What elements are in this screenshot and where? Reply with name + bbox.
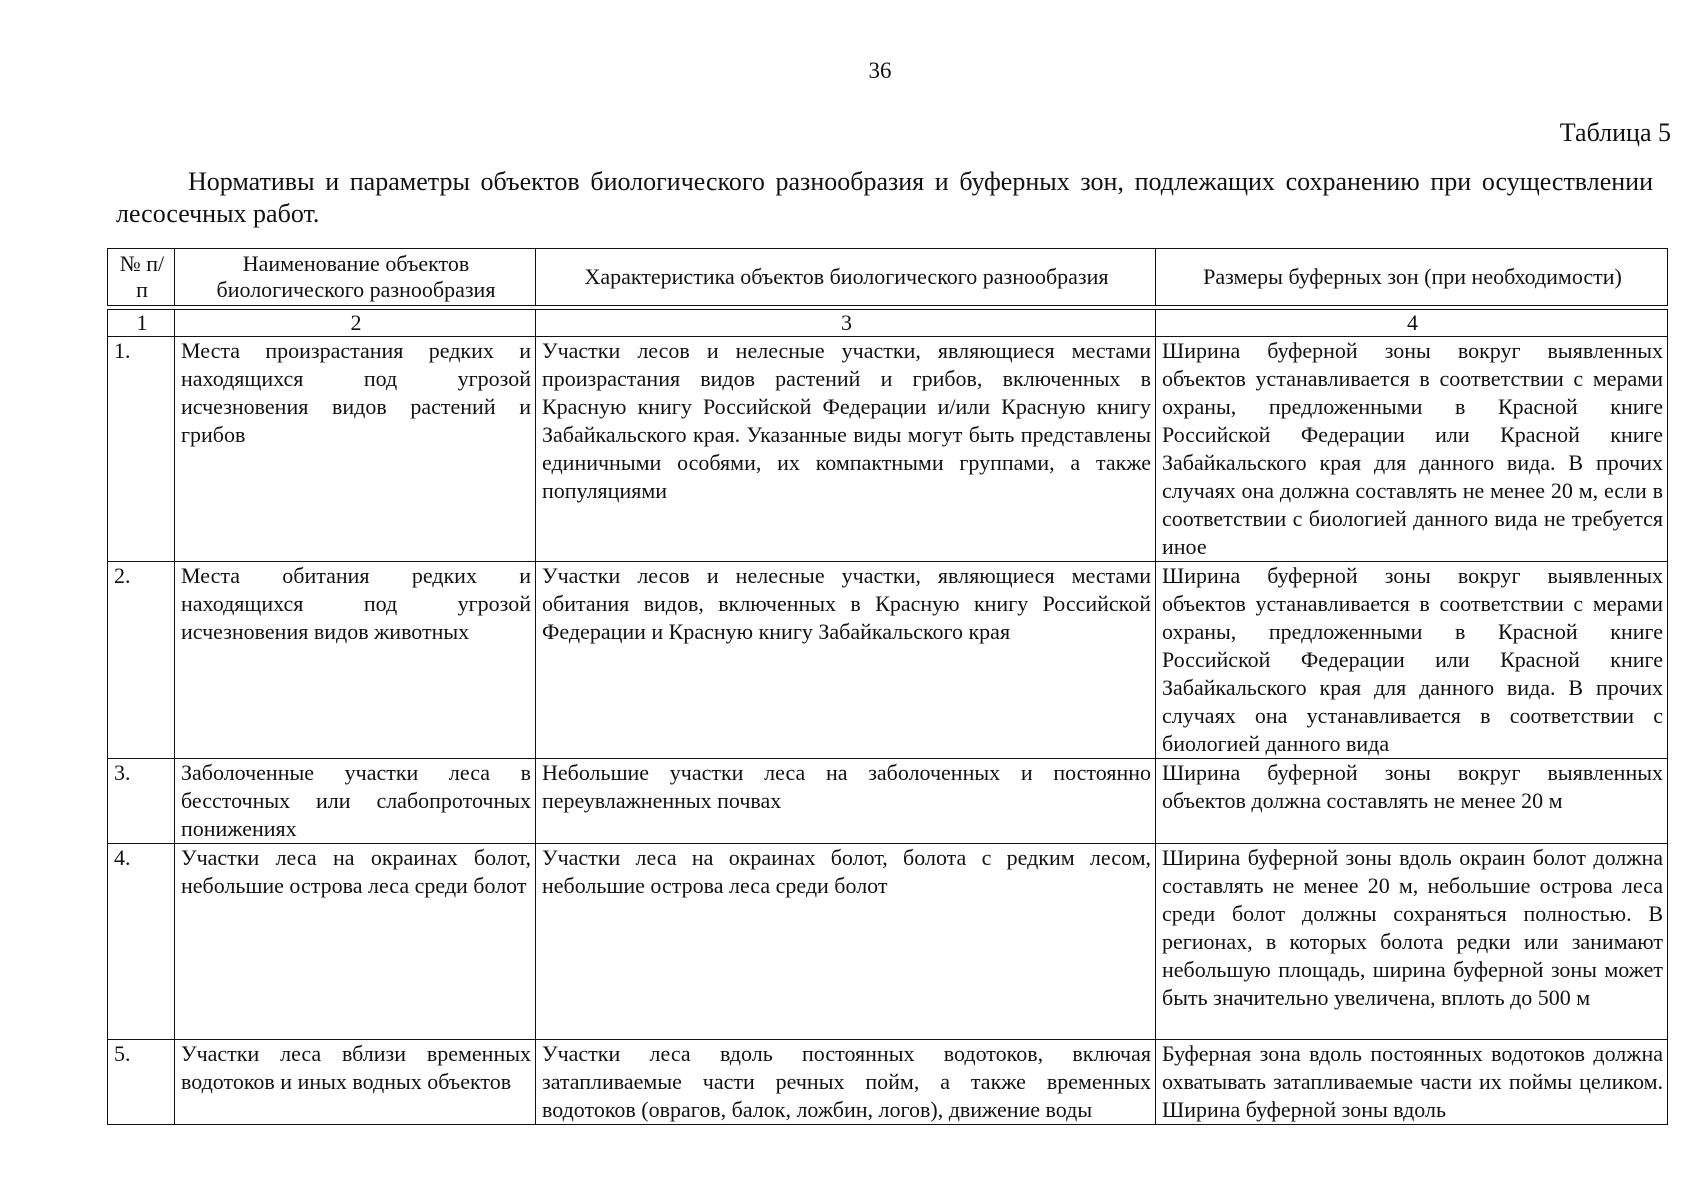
object-name: Участки леса на окраинах болот, небольшие острова леса среди болот [175, 844, 536, 1040]
object-characteristic: Небольшие участки леса на заболоченных и постоянно переувлажненных почвах [536, 759, 1156, 844]
buffer-size: Ширина буферной зоны вокруг выявленных объектов устанавливается в соответствии с мерами охраны, предложенными в Красной книге Российской Федерации или Красной книге Забайкальского края для данного вида. В прочих случаях она должна составлять не менее 20 м, если в соответствии с биологией данного вида не требуется иное [1156, 337, 1668, 562]
object-name: Места обитания редких и находящихся под угрозой исчезновения видов животных [175, 562, 536, 759]
object-characteristic: Участки леса вдоль постоянных водотоков, включая затапливаемые части речных пойм, а также временных водотоков (оврагов, балок, ложбин, логов), движение воды [536, 1040, 1156, 1125]
header-cell-number: № п/п [108, 249, 175, 306]
table-row [108, 759, 1668, 844]
table-caption: Нормативы и параметры объектов биологического разнообразия и буферных зон, подлежащих сохранению при осуществлении лесосечных работ. [116, 167, 1653, 228]
header-cell-buffer: Размеры буферных зон (при необходимости) [1156, 249, 1668, 306]
object-characteristic: Участки лесов и нелесные участки, являющиеся местами обитания видов, включенных в Красную книгу Российской Федерации и Красную книгу Забайкальского края [536, 562, 1156, 759]
header-cell-characteristic: Характеристика объектов биологического разнообразия [536, 249, 1156, 306]
buffer-size: Ширина буферной зоны вокруг выявленных объектов устанавливается в соответствии с мерами охраны, предложенными в Красной книге Российской Федерации или Красной книге Забайкальского края для данного вида. В прочих случаях она устанавливается в соответствии с биологией данного вида [1156, 562, 1668, 759]
norms-table [107, 248, 1668, 1125]
table-row [108, 562, 1668, 759]
table-row [108, 844, 1668, 1040]
column-number: 3 [536, 310, 1156, 337]
row-number: 5. [108, 1040, 175, 1125]
row-number: 1. [108, 337, 175, 562]
row-number: 3. [108, 759, 175, 844]
column-number: 1 [108, 310, 175, 337]
column-number: 2 [175, 310, 536, 337]
buffer-size: Ширина буферной зоны вокруг выявленных объектов должна составлять не менее 20 м [1156, 759, 1668, 844]
table-label: Таблица 5 [1559, 118, 1671, 147]
object-name: Заболоченные участки леса в бессточных или слабопроточных понижениях [175, 759, 536, 844]
object-name: Участки леса вблизи временных водотоков и иных водных объектов [175, 1040, 536, 1125]
header-row [108, 249, 1668, 306]
row-number: 2. [108, 562, 175, 759]
row-number: 4. [108, 844, 175, 1040]
header-cell-name: Наименование объектов биологического разнообразия [175, 249, 536, 306]
object-characteristic: Участки лесов и нелесные участки, являющиеся местами произрастания видов растений и грибов, включенных в Красную книгу Российской Федерации и/или Красную книгу Забайкальского края. Указанные виды могут быть представлены единичными особями, их компактными группами, а также популяциями [536, 337, 1156, 562]
object-characteristic: Участки леса на окраинах болот, болота с редким лесом, небольшие острова леса среди болот [536, 844, 1156, 1040]
buffer-size: Ширина буферной зоны вдоль окраин болот должна составлять не менее 20 м, небольшие острова леса среди болот должны сохраняться полностью. В регионах, в которых болота редки или занимают небольшую площадь, ширина буферной зоны может быть значительно увеличена, вплоть до 500 м [1156, 844, 1668, 1040]
column-number: 4 [1156, 310, 1668, 337]
table-row [108, 1040, 1668, 1125]
page-number: 36 [868, 58, 892, 83]
table-row [108, 337, 1668, 562]
object-name: Места произрастания редких и находящихся под угрозой исчезновения видов растений и грибов [175, 337, 536, 562]
buffer-size: Буферная зона вдоль постоянных водотоков должна охватывать затапливаемые части их поймы целиком. Ширина буферной зоны вдоль [1156, 1040, 1668, 1125]
column-number-row [108, 310, 1668, 337]
